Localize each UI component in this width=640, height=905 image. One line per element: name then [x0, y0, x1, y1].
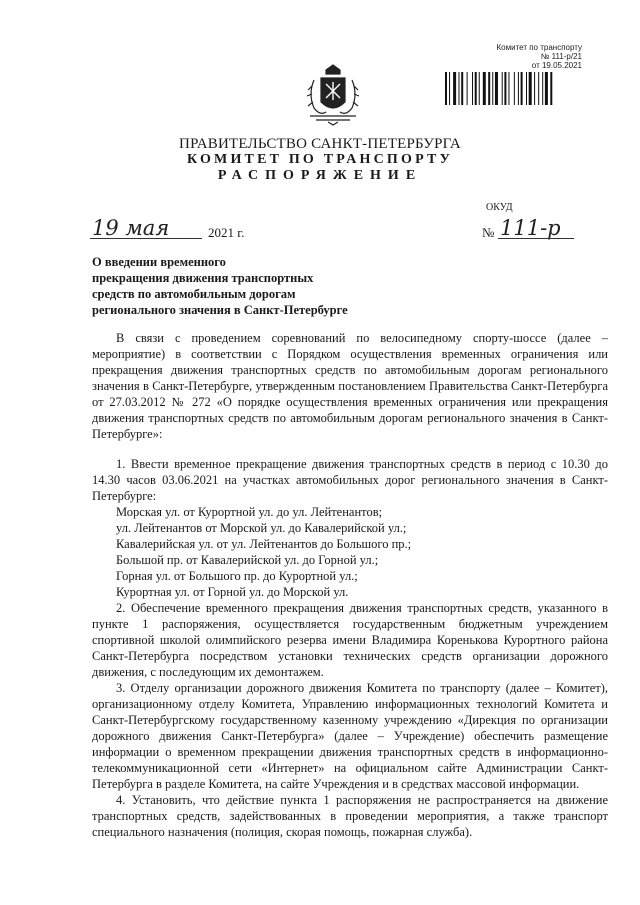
barcode-bar: [467, 72, 468, 105]
date-year: 2021 г.: [208, 225, 245, 240]
barcode-bar: [483, 72, 486, 105]
document-date: [90, 216, 260, 242]
road-item: Курортная ул. от Горной ул. до Морской ул.: [116, 585, 349, 599]
document-subject: [92, 254, 348, 318]
coat-of-arms-icon: [306, 64, 360, 126]
committee-title: КОМИТЕТ ПО ТРАНСПОРТУ: [186, 152, 454, 167]
barcode-bar: [502, 72, 503, 105]
barcode-bar: [529, 72, 532, 105]
subject-line: О введении временного: [92, 255, 226, 269]
road-item: Большой пр. от Кавалерийской ул. до Горной ул.;: [116, 553, 379, 567]
barcode-bar: [514, 72, 515, 105]
subject-line: прекращения движения транспортных: [92, 271, 314, 285]
subject-line: средств по автомобильным дорогам: [92, 287, 296, 301]
registration-stamp: [496, 43, 582, 70]
road-item: Горная ул. от Большого пр. до Курортной ул.;: [116, 569, 358, 583]
number-underline: [498, 238, 574, 239]
barcode-bar: [550, 72, 552, 105]
barcode-bar: [479, 72, 480, 105]
barcode-bar: [492, 72, 493, 105]
point-4: 4. Установить, что действие пункта 1 распоряжения не распространяется на движение транспортных средств, задействованных в проведении мероприятия, а также транспорт специального назначения (полиция, скорая помощь, пожарная служба).: [92, 793, 608, 839]
date-underline: [90, 238, 202, 239]
stamp-number: № 111-р/21: [540, 52, 582, 61]
barcode-bar: [538, 72, 539, 105]
point-1: 1. Ввести временное прекращение движения транспортных средств в период с 10.30 до 14.30 часов 03.06.2021 на участках автомобильных дорог регионального значения в Санкт-Петербурге:: [92, 457, 608, 503]
handwritten-date: 19 мая: [92, 216, 170, 240]
barcode-bar: [449, 72, 450, 105]
barcode-bar: [545, 72, 548, 105]
barcode-bar: [521, 72, 523, 105]
point-3: 3. Отделу организации дорожного движения Комитета по транспорту (далее – Комитет), организационному отделу Комитета, Управлению информационных технологий Комитета и Санкт-Петербургскому государственному казенному учреждению «Дирекция по организации дорожного движения Санкт-Петербурга» (далее – Учреждение) обеспечить размещение информации о временном прекращении движения транспортных средств в информационно-телекоммуникационной сети «Интернет» на официальном сайте Администрации Санкт-Петербурга в разделе Комитета, на сайте Учреждения и в средствах массовой информации.: [92, 681, 608, 791]
barcode-bar: [461, 72, 463, 105]
barcode-bar: [526, 72, 527, 105]
barcode-bar: [475, 72, 477, 105]
barcode-bar: [504, 72, 506, 105]
barcode-bar: [518, 72, 519, 105]
barcode-bar: [508, 72, 509, 105]
barcode-bar: [459, 72, 460, 105]
number-sign: №: [482, 225, 495, 240]
document-type: РАСПОРЯЖЕНИЕ: [217, 168, 423, 183]
stamp-date: от 19.05.2021: [531, 61, 582, 70]
government-title: ПРАВИТЕЛЬСТВО САНКТ-ПЕТЕРБУРГА: [179, 136, 461, 152]
road-item: Кавалерийская ул. от ул. Лейтенантов до Большого пр.;: [116, 537, 412, 551]
barcode-bar: [445, 72, 447, 105]
road-item: ул. Лейтенантов от Морской ул. до Кавалерийской ул.;: [116, 521, 407, 535]
point-2: 2. Обеспечение временного прекращения движения транспортных средств, указанного в пункте 1 распоряжения, осуществляется государственным бюджетным учреждением спортивной школой олимпийского резерва имени Владимира Коренькова Курортного района Санкт-Петербурга посредством установки технических средств организации дорожного движения, с последующим их демонтажем.: [92, 601, 608, 679]
preamble-paragraph: В связи с проведением соревнований по велосипедному спорту-шоссе (далее – мероприятие) в соответствии с Порядком осуществления временных ограничения или прекращения движения транспортных средств по автомобильным дорогам регионального значения в Санкт-Петербурге, утвержденным постановлением Правительства Санкт-Петербурга от 27.03.2012 № 272 «О порядке осуществления временных ограничения или прекращения движения транспортных средств по автомобильным дорогам регионального значения в Санкт-Петербурге»:: [92, 331, 608, 441]
road-item: Морская ул. от Курортной ул. до ул. Лейтенантов;: [116, 505, 383, 519]
barcode-bar: [488, 72, 490, 105]
document-number: [482, 216, 592, 242]
barcode-bar: [472, 72, 473, 105]
barcode-bar: [453, 72, 456, 105]
barcode-bar: [495, 72, 498, 105]
barcode-bar: [534, 72, 535, 105]
subject-line: регионального значения в Санкт-Петербурге: [92, 303, 348, 317]
okud-label: ОКУД: [486, 202, 513, 213]
handwritten-number: 111-р: [500, 216, 561, 240]
barcode: [445, 72, 585, 105]
stamp-committee: Комитет по транспорту: [496, 43, 582, 52]
document-body: [92, 330, 608, 840]
barcode-bar: [542, 72, 543, 105]
